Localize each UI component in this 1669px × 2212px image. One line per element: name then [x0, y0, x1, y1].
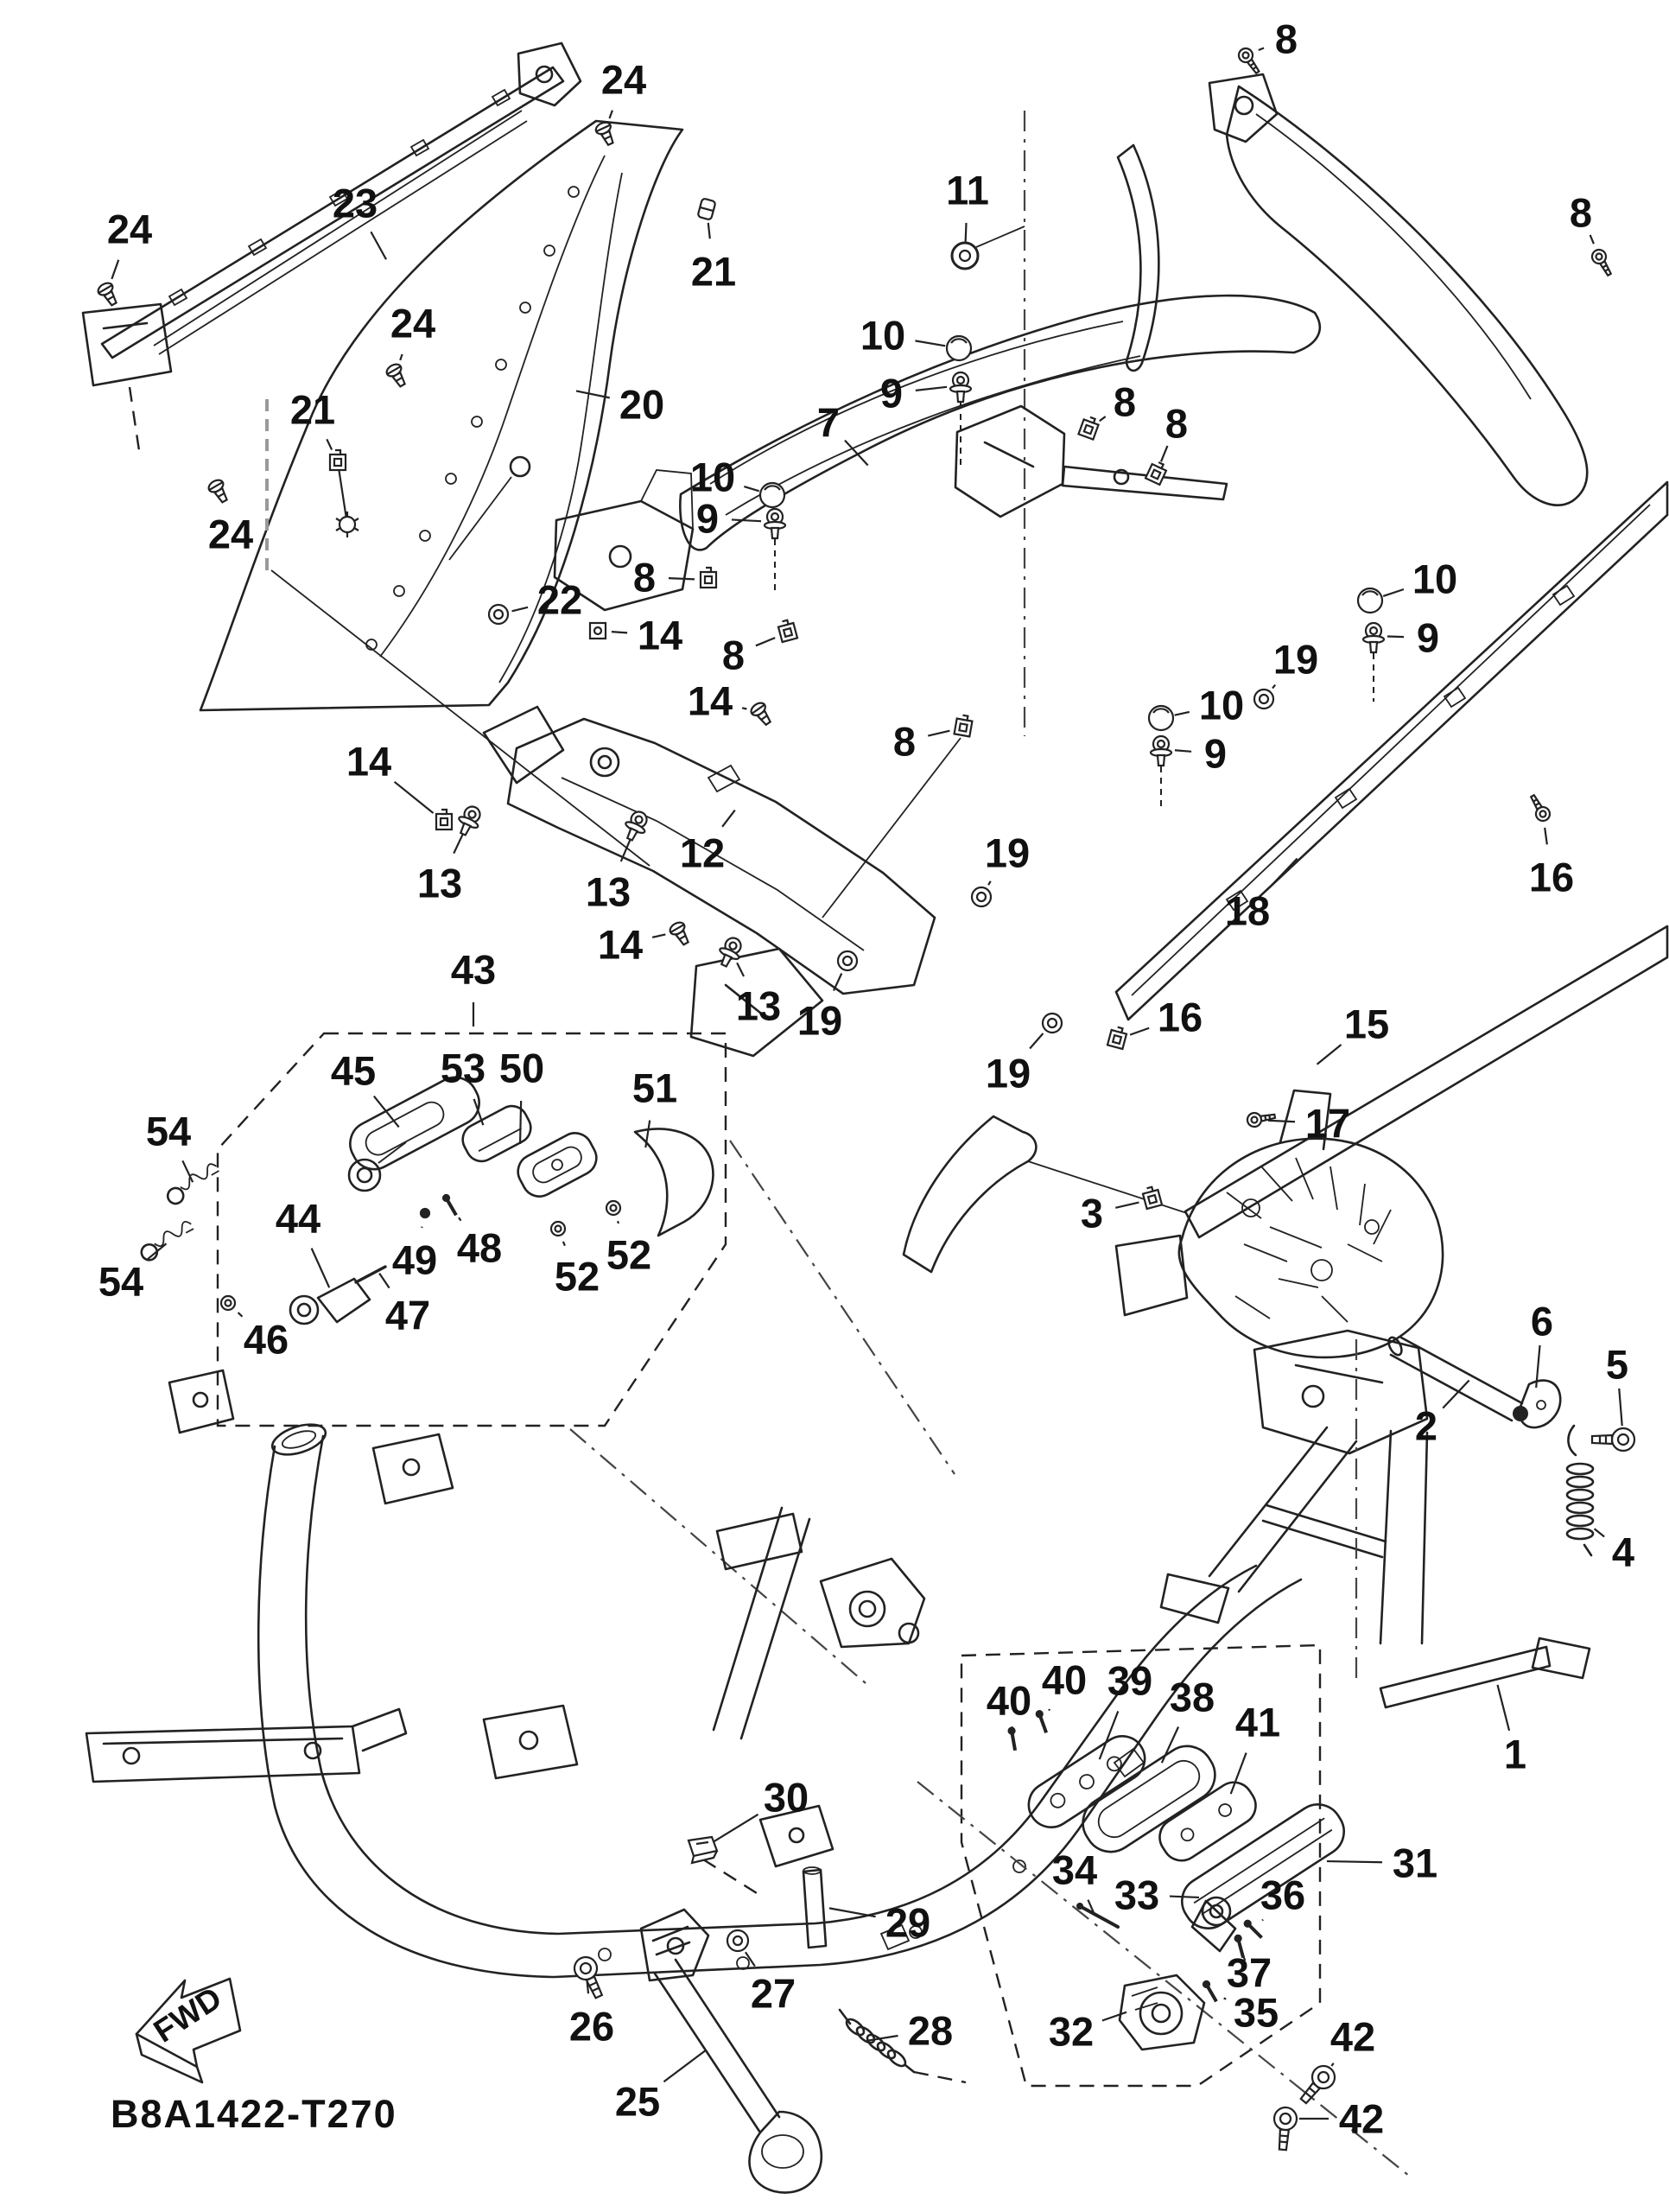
- leader-line: [454, 831, 464, 853]
- leader-line: [1115, 1203, 1139, 1208]
- callout-24: 24: [600, 56, 647, 103]
- callout-33: 33: [1114, 1872, 1160, 1918]
- leader-line: [1100, 1711, 1119, 1759]
- callout-9: 9: [1416, 614, 1440, 661]
- leader-line: [1270, 858, 1297, 887]
- part-glyph-boltbig: [1272, 2107, 1298, 2151]
- callout-8: 8: [1274, 16, 1298, 62]
- leader-line: [744, 486, 758, 491]
- callout-27: 27: [750, 1970, 796, 2017]
- part-glyph-cap: [1149, 706, 1173, 730]
- callout-40: 40: [1041, 1656, 1088, 1703]
- part-glyph-pin: [1008, 1727, 1018, 1751]
- center-stand: [1161, 1331, 1593, 1707]
- part-glyph-screw: [749, 701, 775, 728]
- leader-line: [714, 1815, 758, 1842]
- callout-9: 9: [695, 495, 720, 542]
- leader-line: [395, 782, 434, 813]
- callout-22: 22: [536, 576, 583, 623]
- leader-line: [732, 519, 761, 521]
- callout-16: 16: [1528, 854, 1575, 900]
- part-glyph-screw: [96, 281, 121, 308]
- leader-line: [1175, 712, 1190, 715]
- leader-line: [146, 1243, 166, 1260]
- leader-line: [708, 223, 710, 238]
- leader-line-ext: [338, 462, 347, 524]
- callout-13: 13: [416, 860, 463, 906]
- callout-35: 35: [1233, 1989, 1279, 2036]
- part-glyph-clip: [436, 810, 452, 830]
- leader-line: [1049, 1709, 1050, 1711]
- figure-code: B8A1422-T270: [111, 2092, 397, 2136]
- side-stand: [641, 1806, 966, 2193]
- callout-19: 19: [985, 1050, 1031, 1096]
- part-glyph-pin: [1243, 1919, 1264, 1940]
- leader-line: [915, 340, 945, 346]
- callout-8: 8: [1569, 189, 1593, 236]
- strip-18: [1116, 482, 1667, 1020]
- rear-frame-cluster: [1116, 1090, 1443, 1357]
- callout-9: 9: [879, 370, 904, 416]
- leader-line: [1387, 637, 1404, 638]
- part-glyph-screw: [668, 920, 693, 948]
- callout-25: 25: [614, 2078, 661, 2125]
- part-glyph-pin: [442, 1194, 459, 1217]
- part-glyph-grommet: [489, 605, 508, 624]
- part-glyph-clip: [1145, 461, 1168, 485]
- callout-2: 2: [1414, 1402, 1438, 1449]
- leader-line: [1100, 416, 1106, 421]
- part-glyph-clip: [1078, 416, 1100, 440]
- part-glyph-boltf: [950, 372, 971, 402]
- callout-3: 3: [1080, 1190, 1104, 1236]
- leader-line: [722, 810, 735, 827]
- leader-line: [966, 223, 967, 242]
- callout-13: 13: [585, 868, 631, 915]
- leader-line: [238, 1313, 243, 1317]
- strip-15: [904, 926, 1667, 1272]
- leader-line: [520, 1101, 521, 1144]
- leader-line: [1224, 1998, 1227, 1999]
- callout-42: 42: [1329, 2013, 1376, 2060]
- callout-48: 48: [456, 1224, 503, 1271]
- part-glyph-boltf: [714, 934, 746, 969]
- part-glyph-grommetbig: [952, 243, 978, 269]
- leader-line: [1590, 235, 1594, 244]
- callout-7: 7: [816, 399, 841, 446]
- leader-line: [1102, 2012, 1126, 2021]
- part-glyph-grommet: [1254, 690, 1273, 709]
- part-glyph-clip: [955, 715, 974, 737]
- part-glyph-pin: [1036, 1710, 1050, 1733]
- leader-line: [1331, 2063, 1333, 2066]
- callout-26: 26: [568, 2003, 615, 2050]
- leader-line: [1272, 685, 1275, 689]
- callout-18: 18: [1224, 887, 1271, 934]
- callout-32: 32: [1048, 2008, 1095, 2055]
- leader-line: [756, 638, 775, 645]
- leader-line: [371, 232, 386, 259]
- leader-line: [988, 881, 991, 885]
- part-glyph-bolt: [1247, 1109, 1276, 1128]
- callout-19: 19: [1272, 636, 1319, 683]
- callout-10: 10: [860, 312, 906, 359]
- part-glyph-boltf: [765, 509, 785, 538]
- leader-line: [111, 260, 118, 279]
- part-glyph-grommet: [1043, 1014, 1062, 1033]
- part-glyph-screw: [594, 120, 618, 147]
- leader-line: [1545, 828, 1547, 844]
- callout-6: 6: [1530, 1298, 1554, 1344]
- leader-line: [1231, 1753, 1247, 1795]
- callout-50: 50: [498, 1045, 545, 1091]
- callout-43: 43: [450, 946, 497, 993]
- part-glyph-bolt: [1590, 247, 1615, 278]
- callout-12: 12: [679, 830, 726, 876]
- callout-14: 14: [597, 921, 644, 968]
- callout-15: 15: [1343, 1001, 1390, 1047]
- callout-49: 49: [391, 1236, 438, 1283]
- leader-line: [563, 1242, 565, 1246]
- callout-45: 45: [330, 1047, 377, 1094]
- part-glyph-clip: [1107, 1026, 1127, 1049]
- callout-39: 39: [1107, 1657, 1153, 1704]
- callout-10: 10: [1198, 682, 1245, 728]
- callout-52: 52: [554, 1253, 600, 1300]
- leader-line: [663, 2050, 705, 2082]
- leader-line: [1262, 1920, 1263, 1921]
- panel-20-cover: [200, 121, 682, 710]
- callout-40: 40: [986, 1677, 1032, 1724]
- leader-line: [1162, 1727, 1178, 1764]
- leader-line: [867, 2036, 898, 2041]
- callout-16: 16: [1157, 994, 1203, 1040]
- fwd-label: FWD: [147, 1980, 228, 2050]
- callout-37: 37: [1226, 1949, 1272, 1996]
- part-glyph-cap: [760, 483, 784, 507]
- part-glyph-boltf: [1363, 623, 1384, 652]
- part-glyph-cap: [947, 336, 971, 360]
- leader-line: [312, 1249, 330, 1288]
- part-glyph-squarenut: [590, 623, 606, 639]
- callout-14: 14: [637, 612, 683, 658]
- part-glyph-clip: [777, 619, 797, 642]
- part-glyph-nut: [551, 1222, 565, 1236]
- leader-line: [1161, 446, 1167, 461]
- part-glyph-boltbig: [1295, 2062, 1339, 2108]
- callout-38: 38: [1169, 1674, 1215, 1720]
- leader-line: [928, 731, 949, 736]
- callout-29: 29: [885, 1899, 931, 1946]
- callout-1: 1: [1503, 1731, 1527, 1777]
- part-glyph-flower: [336, 512, 359, 537]
- callout-34: 34: [1051, 1847, 1098, 1893]
- callout-13: 13: [735, 982, 782, 1029]
- leader-line: [1317, 1045, 1342, 1065]
- callout-23: 23: [332, 180, 378, 226]
- leader-line: [182, 1160, 193, 1182]
- callout-44: 44: [275, 1195, 321, 1242]
- part-glyph-clipbox: [689, 1837, 717, 1863]
- part-glyph-nut: [221, 1296, 235, 1310]
- callout-36: 36: [1260, 1872, 1306, 1918]
- part-glyph-ball: [421, 1209, 429, 1217]
- part-glyph-clip: [701, 568, 716, 588]
- leader-line: [1595, 1529, 1605, 1536]
- leader-line: [1259, 48, 1264, 50]
- leader-line: [1383, 589, 1404, 596]
- part-glyph-boltbig: [1592, 1428, 1634, 1451]
- callout-8: 8: [1113, 378, 1137, 425]
- leader-line: [610, 111, 612, 118]
- leader-line: [374, 1096, 399, 1128]
- leader-line: [1497, 1685, 1509, 1731]
- part-glyph-bolt: [1526, 792, 1552, 823]
- leader-line: [737, 963, 744, 976]
- callout-8: 8: [892, 718, 917, 765]
- part-glyph-damper: [697, 198, 715, 219]
- callout-8: 8: [632, 554, 657, 601]
- leader-line: [834, 974, 841, 991]
- callout-14: 14: [346, 738, 392, 785]
- part-glyph-boltf: [620, 808, 651, 843]
- callout-10: 10: [689, 454, 736, 500]
- leader-line: [327, 439, 332, 449]
- part-glyph-screw: [384, 362, 409, 390]
- leader-line: [1175, 750, 1191, 752]
- part-glyph-grommet: [838, 951, 857, 970]
- callout-24: 24: [106, 206, 153, 252]
- callout-5: 5: [1605, 1341, 1629, 1388]
- callout-9: 9: [1203, 730, 1228, 777]
- leader-line: [829, 1908, 876, 1916]
- part-glyph-clip: [1142, 1185, 1162, 1209]
- part-glyph-pin: [1203, 1980, 1219, 2003]
- callout-24: 24: [390, 300, 436, 346]
- callout-8: 8: [1164, 400, 1189, 447]
- part-glyph-cap: [1358, 588, 1382, 613]
- callout-28: 28: [907, 2007, 954, 2054]
- part-glyph-boltf: [1151, 736, 1171, 766]
- leader-line: [742, 708, 746, 709]
- callout-41: 41: [1234, 1699, 1281, 1745]
- callout-21: 21: [690, 248, 737, 295]
- callout-53: 53: [440, 1045, 486, 1091]
- leader-line: [916, 387, 947, 391]
- part-glyph-clip: [330, 450, 346, 470]
- callout-30: 30: [763, 1774, 809, 1821]
- leader-line: [512, 607, 528, 611]
- callout-54: 54: [98, 1258, 144, 1305]
- callout-19: 19: [796, 997, 843, 1044]
- callout-14: 14: [687, 677, 733, 724]
- leader-line: [459, 1217, 460, 1221]
- callout-11: 11: [946, 167, 989, 213]
- leader-line: [652, 934, 665, 937]
- callout-24: 24: [207, 511, 254, 557]
- callout-47: 47: [384, 1292, 431, 1338]
- part-glyph-boltf: [454, 803, 485, 838]
- callout-4: 4: [1611, 1529, 1635, 1575]
- leader-line: [379, 1274, 390, 1288]
- callout-20: 20: [619, 381, 665, 428]
- callout-17: 17: [1304, 1100, 1351, 1147]
- leader-line: [400, 354, 402, 360]
- callout-52: 52: [606, 1231, 652, 1278]
- callout-10: 10: [1412, 556, 1458, 602]
- callout-21: 21: [289, 386, 336, 433]
- callout-8: 8: [721, 632, 746, 678]
- part-glyph-nut: [606, 1201, 620, 1215]
- part-glyph-screw: [206, 478, 232, 505]
- callout-46: 46: [243, 1316, 289, 1363]
- leader-line: [1268, 1121, 1295, 1122]
- callout-42: 42: [1338, 2095, 1385, 2142]
- brace-12: [484, 707, 935, 1056]
- leader-line: [669, 578, 695, 579]
- callout-31: 31: [1392, 1840, 1438, 1886]
- leader-line: [618, 1221, 619, 1224]
- callout-19: 19: [984, 830, 1031, 876]
- part-glyph-nutbig: [727, 1930, 748, 1951]
- leader-line: [1327, 1861, 1382, 1862]
- callout-54: 54: [145, 1108, 192, 1154]
- leader-line: [1030, 1033, 1043, 1048]
- callout-51: 51: [631, 1065, 678, 1111]
- leader-line: [845, 441, 868, 466]
- part-glyph-grommet: [972, 887, 991, 906]
- leader-line: [1619, 1389, 1621, 1426]
- leader-line: [1130, 1028, 1149, 1035]
- floorboard-7: [271, 296, 1320, 918]
